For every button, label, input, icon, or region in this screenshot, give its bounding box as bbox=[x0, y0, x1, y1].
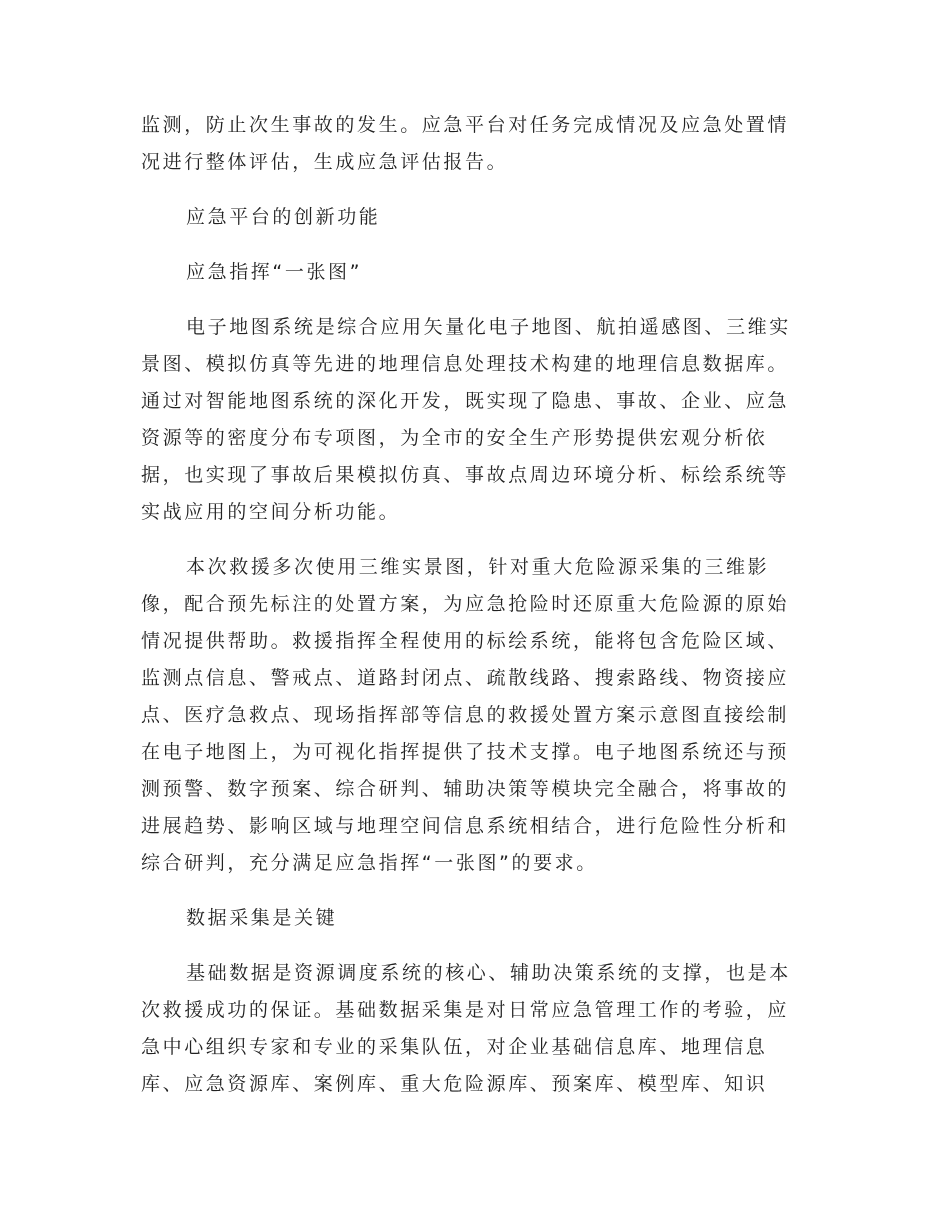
paragraph-gap bbox=[141, 882, 801, 900]
text-line: 监测，防止次生事故的发生。应急平台对任务完成情况及应急处置情 bbox=[141, 114, 790, 136]
text-line: 基础数据是资源调度系统的核心、辅助决策系统的支撑，也是本 bbox=[186, 962, 791, 984]
text-line: 情况提供帮助。救援指挥全程使用的标绘系统，能将包含危险区域、 bbox=[141, 630, 790, 652]
text-line: 实战应用的空间分析功能。 bbox=[141, 501, 401, 523]
heading-text: 应急指挥“一张图” bbox=[186, 261, 363, 283]
heading-text: 数据采集是关键 bbox=[186, 907, 338, 929]
text-line: 库、应急资源库、案例库、重大危险源库、预案库、模型库、知识 bbox=[141, 1073, 768, 1095]
text-line: 资源等的密度分布专项图，为全市的安全生产形势提供宏观分析依 bbox=[141, 427, 768, 449]
paragraph bbox=[141, 309, 801, 531]
paragraph bbox=[141, 549, 801, 882]
text-line: 在电子地图上，为可视化指挥提供了技术支撑。电子地图系统还与预 bbox=[141, 741, 790, 763]
text-line: 电子地图系统是综合应用矢量化电子地图、航拍遥感图、三维实 bbox=[186, 316, 791, 338]
text-line: 综合研判，充分满足应急指挥“一张图”的要求。 bbox=[141, 852, 598, 874]
paragraph-gap bbox=[141, 291, 801, 309]
text-line: 据，也实现了事故后果模拟仿真、事故点周边环境分析、标绘系统等 bbox=[141, 464, 790, 486]
section-heading bbox=[141, 199, 801, 236]
text-line: 次救援成功的保证。基础数据采集是对日常应急管理工作的考验，应 bbox=[141, 999, 790, 1021]
text-line: 景图、模拟仿真等先进的地理信息处理技术构建的地理信息数据库。 bbox=[141, 353, 790, 375]
paragraph bbox=[141, 955, 801, 1103]
text-line: 进展趋势、影响区域与地理空间信息系统相结合，进行危险性分析和 bbox=[141, 815, 790, 837]
text-line: 通过对智能地图系统的深化开发，既实现了隐患、事故、企业、应急 bbox=[141, 390, 790, 412]
text-line: 本次救援多次使用三维实景图，针对重大危险源采集的三维影 bbox=[186, 556, 770, 578]
paragraph-gap bbox=[141, 181, 801, 199]
text-line: 监测点信息、警戒点、道路封闭点、疏散线路、搜索路线、物资接应 bbox=[141, 667, 790, 689]
document-content bbox=[141, 107, 801, 1103]
text-line: 测预警、数字预案、综合研判、辅助决策等模块完全融合，将事故的 bbox=[141, 778, 790, 800]
section-heading bbox=[141, 254, 801, 291]
paragraph-gap bbox=[141, 236, 801, 254]
text-line: 像，配合预先标注的处置方案，为应急抢险时还原重大危险源的原始 bbox=[141, 593, 790, 615]
section-heading bbox=[141, 900, 801, 937]
paragraph bbox=[141, 107, 801, 181]
text-line: 点、医疗急救点、现场指挥部等信息的救援处置方案示意图直接绘制 bbox=[141, 704, 790, 726]
paragraph-gap bbox=[141, 937, 801, 955]
text-line: 急中心组织专家和专业的采集队伍，对企业基础信息库、地理信息 bbox=[141, 1036, 768, 1058]
paragraph-gap bbox=[141, 531, 801, 549]
heading-text: 应急平台的创新功能 bbox=[186, 206, 381, 228]
text-line: 况进行整体评估，生成应急评估报告。 bbox=[141, 151, 509, 173]
